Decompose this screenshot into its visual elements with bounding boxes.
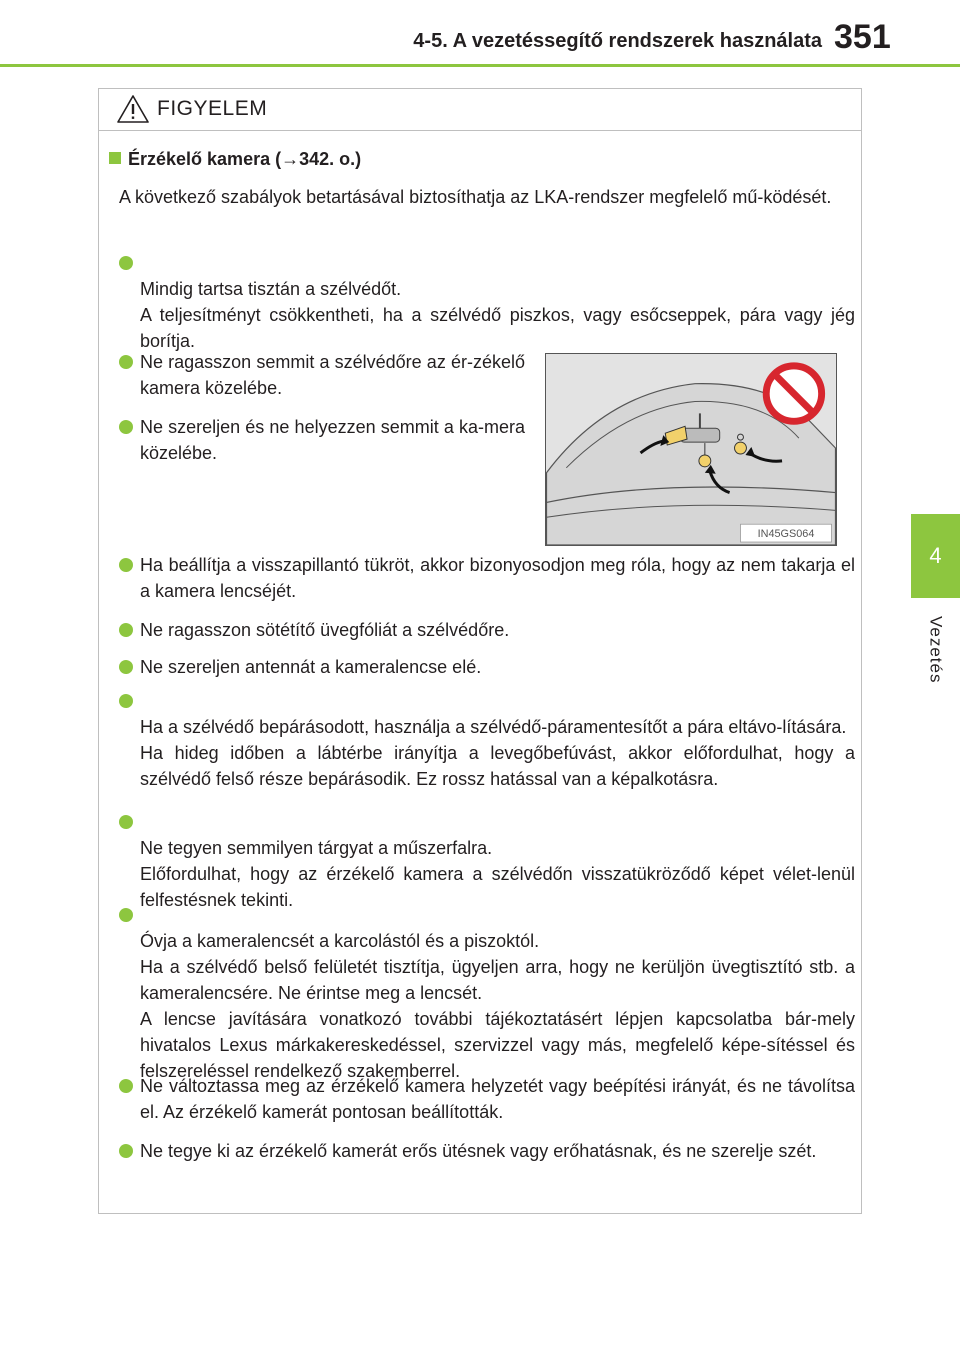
list-item: Ne ragasszon sötétítő üvegfóliát a szélvédőre.	[119, 617, 855, 643]
bullet-dot-icon	[119, 623, 133, 637]
chapter-tab: 4	[911, 514, 960, 598]
list-item: Ha beállítja a visszapillantó tükröt, akkor bizonyosodjon meg róla, hogy az nem takarja el a kamera lencséjét.	[119, 552, 855, 604]
bullet-dot-icon	[119, 815, 133, 829]
section-heading-text: Érzékelő kamera (→342. o.)	[128, 149, 362, 169]
header-section-title: 4-5. A vezetéssegítő rendszerek használata	[413, 30, 822, 52]
bullet-dot-icon	[119, 355, 133, 369]
list-item: Ne szereljen antennát a kameralencse elé.	[119, 654, 855, 680]
bullet-dot-icon	[119, 1144, 133, 1158]
windshield-camera-illustration	[545, 353, 837, 546]
section-heading	[109, 149, 361, 170]
square-bullet-icon	[109, 152, 121, 164]
bullet-dot-icon	[119, 256, 133, 270]
bullet-dot-icon	[119, 694, 133, 708]
warning-triangle-icon	[116, 94, 150, 124]
prohibition-sign-icon	[766, 366, 821, 421]
list-item: Ne tegye ki az érzékelő kamerát erős ütésnek vagy erőhatásnak, és ne szerelje szét.	[119, 1138, 855, 1164]
list-item: Ne tegyen semmilyen tárgyat a műszerfalra. Előfordulhat, hogy az érzékelő kamera a szélvédőn visszatükröződő képet vélet-lenül felfestésnek tekinti.	[119, 809, 855, 913]
chapter-label: Vezetés	[926, 616, 946, 684]
warning-header	[99, 89, 861, 131]
bullet-dot-icon	[119, 558, 133, 572]
list-item: Óvja a kameralencsét a karcolástól és a piszoktól. Ha a szélvédő belső felületét tisztítja, ügyeljen arra, hogy ne kerüljön üvegtisztító stb. a kameralencsére. Ne érintse meg a lencsét. A lencse javítására vonatkozó további tájékoztatásért lépjen kapcsolatba bár-mely hivatalos Lexus márkakereskedéssel, szervizzel vagy más, megfelelő képe-sítéssel és felszereléssel rendelkező szakemberrel.	[119, 902, 855, 1084]
bullet-dot-icon	[119, 908, 133, 922]
page-number: 351	[834, 18, 891, 56]
intro-paragraph: A következő szabályok betartásával biztosíthatja az LKA-rendszer megfelelő mű-ködését.	[119, 187, 832, 207]
car-interior-drawing	[546, 354, 836, 545]
bullet-dot-icon	[119, 1079, 133, 1093]
list-item: Ne változtassa meg az érzékelő kamera helyzetét vagy beépítési irányát, és ne távolítsa el. Az érzékelő kamerát pontosan beállították.	[119, 1073, 855, 1125]
illustration-code: IN45GS064	[757, 528, 815, 541]
list-item: Ne szereljen és ne helyezzen semmit a ka-mera közelébe.	[119, 414, 525, 466]
header-rule	[0, 64, 960, 67]
bullet-dot-icon	[119, 420, 133, 434]
list-item: Ha a szélvédő bepárásodott, használja a szélvédő-páramentesítőt a pára eltávo-lítására. Ha hideg időben a lábtérbe irányítja a levegőbefúvást, akkor előfordulhat, hogy a szélvédő felső része bepárásodik. Ez rossz hatással van a képalkotásra.	[119, 688, 855, 792]
bullet-dot-icon	[119, 660, 133, 674]
list-item: Ne ragasszon semmit a szélvédőre az ér-zékelő kamera közelébe.	[119, 349, 525, 401]
warning-box	[98, 88, 862, 1214]
list-item: Mindig tartsa tisztán a szélvédőt. A teljesítményt csökkentheti, ha a szélvédő piszkos, vagy esőcseppek, pára vagy jég borítja.	[119, 250, 855, 354]
warning-title: FIGYELEM	[157, 97, 268, 120]
